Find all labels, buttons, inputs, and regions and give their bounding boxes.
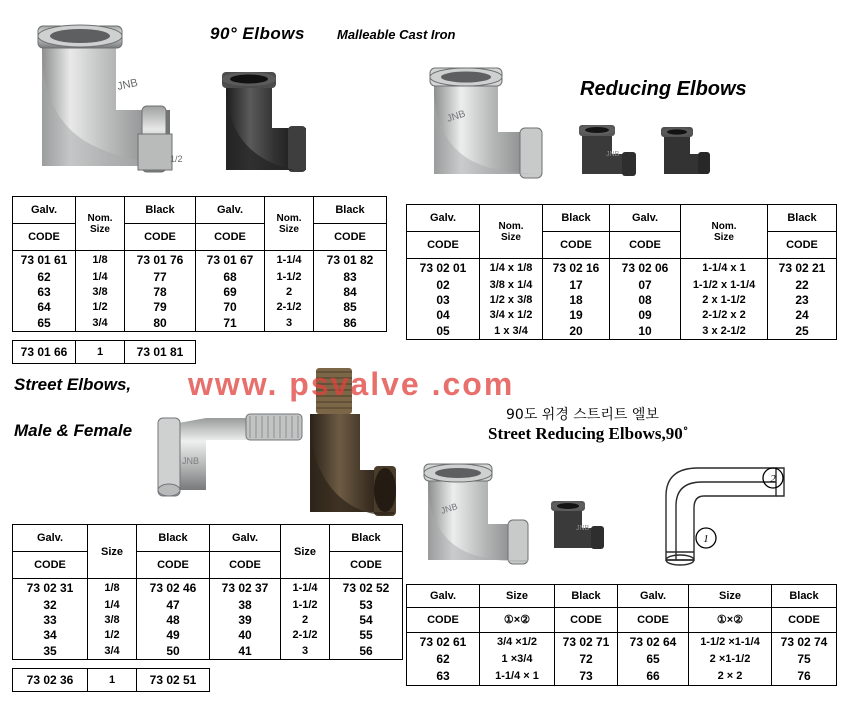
table-row — [407, 307, 837, 322]
cell-galv: 10 — [610, 322, 681, 340]
cell-black: 73 02 46 — [137, 579, 210, 598]
cell-black: 47 — [137, 597, 210, 612]
table-row — [407, 322, 837, 340]
table-row — [407, 232, 837, 259]
header-code-2: CODE — [137, 552, 210, 579]
cell-size: 1/4 — [88, 597, 137, 612]
cell-galv: 73 02 61 — [407, 633, 480, 652]
header-nom-size-right — [681, 205, 768, 259]
cell-galv: 65 — [618, 651, 689, 667]
cell-black: 73 02 52 — [330, 579, 403, 598]
header-code-1: CODE — [407, 232, 480, 259]
cell-black: 73 02 51 — [137, 669, 210, 692]
header-code-1: CODE — [407, 608, 480, 633]
header-nom-size-left — [76, 197, 125, 251]
cell-galv: 73 02 06 — [610, 259, 681, 278]
header-size-sub-left: ①×② — [480, 608, 555, 633]
cell-galv: 73 02 37 — [210, 579, 281, 598]
cell-galv: 38 — [210, 597, 281, 612]
heading-street-elbows-line1: Street Elbows, — [14, 375, 132, 394]
svg-text:JNB: JNB — [182, 456, 200, 466]
cell-galv: 73 02 36 — [13, 669, 88, 692]
cell-size: 1 x 3/4 — [480, 322, 543, 340]
table-row — [13, 299, 387, 314]
cell-black: 73 02 16 — [543, 259, 610, 278]
cell-galv: 39 — [210, 612, 281, 627]
header-nom-size-right — [265, 197, 314, 251]
cell-black: 55 — [330, 627, 403, 642]
cell-black: 76 — [772, 667, 837, 686]
watermark: www. psvalve .com — [188, 366, 515, 402]
cell-black: 73 01 76 — [125, 251, 196, 270]
header-galv-left: Galv. — [13, 197, 76, 224]
header-code-3: CODE — [196, 224, 265, 251]
header-size-left: Size — [89, 223, 110, 235]
cell-black: 25 — [768, 322, 837, 340]
cell-black: 84 — [314, 284, 387, 299]
header-size-right: Size — [281, 525, 330, 579]
header-code-3: CODE — [210, 552, 281, 579]
header-code-3: CODE — [610, 232, 681, 259]
cell-size: 1/8 — [88, 579, 137, 598]
header-code-4: CODE — [772, 608, 837, 633]
cell-size: 1-1/2 — [265, 269, 314, 284]
header-code-3: CODE — [618, 608, 689, 633]
cell-black: 73 01 82 — [314, 251, 387, 270]
header-code-2: CODE — [543, 232, 610, 259]
header-nom-left: Nom. — [498, 220, 524, 232]
cell-black: 54 — [330, 612, 403, 627]
header-galv-left: Galv. — [407, 205, 480, 232]
header-galv-left: Galv. — [13, 525, 88, 552]
table-row — [13, 597, 403, 612]
cell-size: 2 × 2 — [689, 667, 772, 686]
cell-galv: 73 01 67 — [196, 251, 265, 270]
header-code-1: CODE — [13, 224, 76, 251]
reducing-elbow-black-image-2 — [656, 124, 716, 182]
table-row — [13, 314, 387, 332]
cell-size: 3/8 — [88, 612, 137, 627]
callout-2-label: 2 — [770, 473, 776, 485]
table-street-reducing-grid — [406, 584, 837, 686]
heading-reducing-elbows: Reducing Elbows — [580, 78, 747, 100]
table-row — [407, 633, 837, 652]
header-size-left: Size — [480, 585, 555, 608]
table-row — [13, 627, 403, 642]
table-row — [407, 277, 837, 292]
table-row — [407, 292, 837, 307]
cell-galv: 70 — [196, 299, 265, 314]
cell-galv: 41 — [210, 642, 281, 660]
table-row — [407, 205, 837, 232]
cell-size: 1/4 x 1/8 — [480, 259, 543, 278]
table-street-bottom — [12, 668, 210, 692]
header-code-2: CODE — [555, 608, 618, 633]
header-galv-right: Galv. — [610, 205, 681, 232]
cell-size: 2 ×1-1/2 — [689, 651, 772, 667]
cell-galv: 03 — [407, 292, 480, 307]
cell-black: 49 — [137, 627, 210, 642]
street-reducing-galv-image — [416, 456, 546, 574]
table-row — [13, 251, 387, 270]
heading-90-elbows: 90° Elbows — [210, 24, 305, 43]
cell-size: 2 — [281, 612, 330, 627]
reducing-elbow-black-image-1 — [572, 120, 644, 182]
cell-size: 1-1/2 x 1-1/4 — [681, 277, 768, 292]
cell-galv: 71 — [196, 314, 265, 332]
cell-size: 2 — [265, 284, 314, 299]
cell-size: 1 — [76, 341, 125, 364]
cell-black: 83 — [314, 269, 387, 284]
cell-size: 1-1/4 x 1 — [681, 259, 768, 278]
cell-galv: 09 — [610, 307, 681, 322]
street-reducing-line-drawing — [648, 452, 808, 570]
cell-black: 73 02 71 — [555, 633, 618, 652]
cell-black: 75 — [772, 651, 837, 667]
header-galv-left: Galv. — [407, 585, 480, 608]
cell-galv: 69 — [196, 284, 265, 299]
cell-black: 73 — [555, 667, 618, 686]
header-code-2: CODE — [125, 224, 196, 251]
cell-size: 3/4 x 1/2 — [480, 307, 543, 322]
cell-size: 3/4 — [88, 642, 137, 660]
cell-size: 3/8 x 1/4 — [480, 277, 543, 292]
cell-galv: 05 — [407, 322, 480, 340]
header-black-right: Black — [768, 205, 837, 232]
header-black-right: Black — [330, 525, 403, 552]
table-row — [407, 259, 837, 278]
cell-size: 1/2 — [88, 627, 137, 642]
cell-black: 85 — [314, 299, 387, 314]
svg-text:JNB: JNB — [576, 525, 590, 532]
cell-galv: 73 01 66 — [13, 341, 76, 364]
reducing-elbow-galv-image — [420, 58, 560, 190]
header-galv-right: Galv. — [196, 197, 265, 224]
table-row — [13, 579, 403, 598]
cell-size: 1/4 — [76, 269, 125, 284]
cell-size: 3 — [281, 642, 330, 660]
header-nom-left: Nom. — [87, 212, 113, 224]
heading-malleable-cast-iron: Malleable Cast Iron — [337, 27, 456, 42]
table-90-elbows — [12, 196, 387, 364]
table-street-reducing — [406, 584, 837, 686]
table-street-grid — [12, 524, 403, 660]
table-90-elbows-bottom — [12, 340, 196, 364]
elbow-black-image — [210, 66, 320, 186]
header-black-right: Black — [772, 585, 837, 608]
cell-black: 48 — [137, 612, 210, 627]
heading-street-elbows-line2: Male & Female — [14, 421, 133, 440]
cell-galv: 33 — [13, 612, 88, 627]
header-nom-size-left — [480, 205, 543, 259]
table-row — [13, 642, 403, 660]
header-size-left: Size — [500, 231, 521, 243]
cell-size: 2-1/2 — [281, 627, 330, 642]
header-code-4: CODE — [314, 224, 387, 251]
table-row — [13, 525, 403, 552]
cell-galv: 62 — [407, 651, 480, 667]
cell-size: 1-1/2 — [281, 597, 330, 612]
svg-text:1/2: 1/2 — [170, 154, 183, 164]
cell-black: 18 — [543, 292, 610, 307]
table-row — [407, 667, 837, 686]
street-elbow-galv-image — [150, 394, 310, 514]
elbow-galv-image — [20, 14, 200, 184]
cell-galv: 73 02 31 — [13, 579, 88, 598]
header-size-left: Size — [88, 525, 137, 579]
cell-galv: 63 — [407, 667, 480, 686]
cell-size: 1 ×3/4 — [480, 651, 555, 667]
table-reducing-elbows — [406, 204, 837, 340]
cell-galv: 68 — [196, 269, 265, 284]
cell-size: 3/4 — [76, 314, 125, 332]
cell-galv: 73 02 01 — [407, 259, 480, 278]
cell-size: 3/4 ×1/2 — [480, 633, 555, 652]
cell-galv: 66 — [618, 667, 689, 686]
table-90-elbows-grid — [12, 196, 387, 332]
cell-size: 1-1/2 ×1-1/4 — [689, 633, 772, 652]
header-code-4: CODE — [768, 232, 837, 259]
table-row — [13, 269, 387, 284]
svg-text:JNB: JNB — [445, 108, 467, 125]
callout-1-label: 1 — [703, 533, 709, 545]
table-street-elbows — [12, 524, 403, 692]
cell-size: 1/8 — [76, 251, 125, 270]
heading-korean: 90도 위경 스트리트 엘보 — [506, 407, 659, 423]
cell-galv: 40 — [210, 627, 281, 642]
cell-galv: 63 — [13, 284, 76, 299]
cell-black: 22 — [768, 277, 837, 292]
cell-black: 73 02 21 — [768, 259, 837, 278]
table-row — [13, 224, 387, 251]
cell-size: 1/2 — [76, 299, 125, 314]
cell-black: 50 — [137, 642, 210, 660]
cell-galv: 08 — [610, 292, 681, 307]
svg-text:JNB: JNB — [116, 76, 139, 93]
header-code-1: CODE — [13, 552, 88, 579]
table-row — [13, 669, 210, 692]
header-size-sub-right: ①×② — [689, 608, 772, 633]
cell-galv: 07 — [610, 277, 681, 292]
street-reducing-black-image — [544, 496, 612, 558]
cell-size: 1/2 x 3/8 — [480, 292, 543, 307]
cell-black: 56 — [330, 642, 403, 660]
cell-size: 3/8 — [76, 284, 125, 299]
header-galv-right: Galv. — [210, 525, 281, 552]
cell-black: 53 — [330, 597, 403, 612]
cell-galv: 62 — [13, 269, 76, 284]
svg-text:JNB: JNB — [606, 151, 620, 158]
cell-size: 3 x 2-1/2 — [681, 322, 768, 340]
cell-black: 20 — [543, 322, 610, 340]
table-row — [13, 341, 196, 364]
header-black-right: Black — [314, 197, 387, 224]
cell-size: 1-1/4 — [265, 251, 314, 270]
cell-size: 2-1/2 x 2 — [681, 307, 768, 322]
cell-galv: 04 — [407, 307, 480, 322]
cell-galv: 34 — [13, 627, 88, 642]
header-black-left: Black — [125, 197, 196, 224]
header-code-4: CODE — [330, 552, 403, 579]
cell-black: 72 — [555, 651, 618, 667]
table-row — [13, 552, 403, 579]
table-reducing-grid — [406, 204, 837, 340]
cell-black: 19 — [543, 307, 610, 322]
svg-text:JNB: JNB — [439, 501, 459, 516]
cell-size: 1-1/4 × 1 — [480, 667, 555, 686]
cell-size: 2-1/2 — [265, 299, 314, 314]
header-size-right: Size — [713, 231, 734, 243]
cell-galv: 64 — [13, 299, 76, 314]
header-black-left: Black — [555, 585, 618, 608]
header-size-right: Size — [278, 223, 299, 235]
cell-black: 24 — [768, 307, 837, 322]
cell-black: 80 — [125, 314, 196, 332]
cell-black: 86 — [314, 314, 387, 332]
header-black-left: Black — [137, 525, 210, 552]
cell-size: 1-1/4 — [281, 579, 330, 598]
header-nom-right: Nom. — [711, 220, 737, 232]
cell-size: 1 — [88, 669, 137, 692]
cell-black: 73 02 74 — [772, 633, 837, 652]
cell-black: 77 — [125, 269, 196, 284]
table-row — [407, 585, 837, 608]
cell-galv: 73 02 64 — [618, 633, 689, 652]
header-black-left: Black — [543, 205, 610, 232]
table-row — [407, 651, 837, 667]
cell-galv: 32 — [13, 597, 88, 612]
cell-galv: 65 — [13, 314, 76, 332]
header-size-right: Size — [689, 585, 772, 608]
cell-black: 23 — [768, 292, 837, 307]
cell-size: 2 x 1-1/2 — [681, 292, 768, 307]
cell-galv: 35 — [13, 642, 88, 660]
cell-galv: 73 01 61 — [13, 251, 76, 270]
header-galv-right: Galv. — [618, 585, 689, 608]
header-nom-right: Nom. — [276, 212, 302, 224]
cell-galv: 02 — [407, 277, 480, 292]
cell-black: 73 01 81 — [125, 341, 196, 364]
heading-street-reducing-elbows: Street Reducing Elbows,90˚ — [488, 424, 689, 443]
cell-size: 3 — [265, 314, 314, 332]
cell-black: 78 — [125, 284, 196, 299]
table-row — [13, 197, 387, 224]
cell-black: 79 — [125, 299, 196, 314]
table-row — [13, 612, 403, 627]
table-row — [13, 284, 387, 299]
table-row — [407, 608, 837, 633]
cell-black: 17 — [543, 277, 610, 292]
